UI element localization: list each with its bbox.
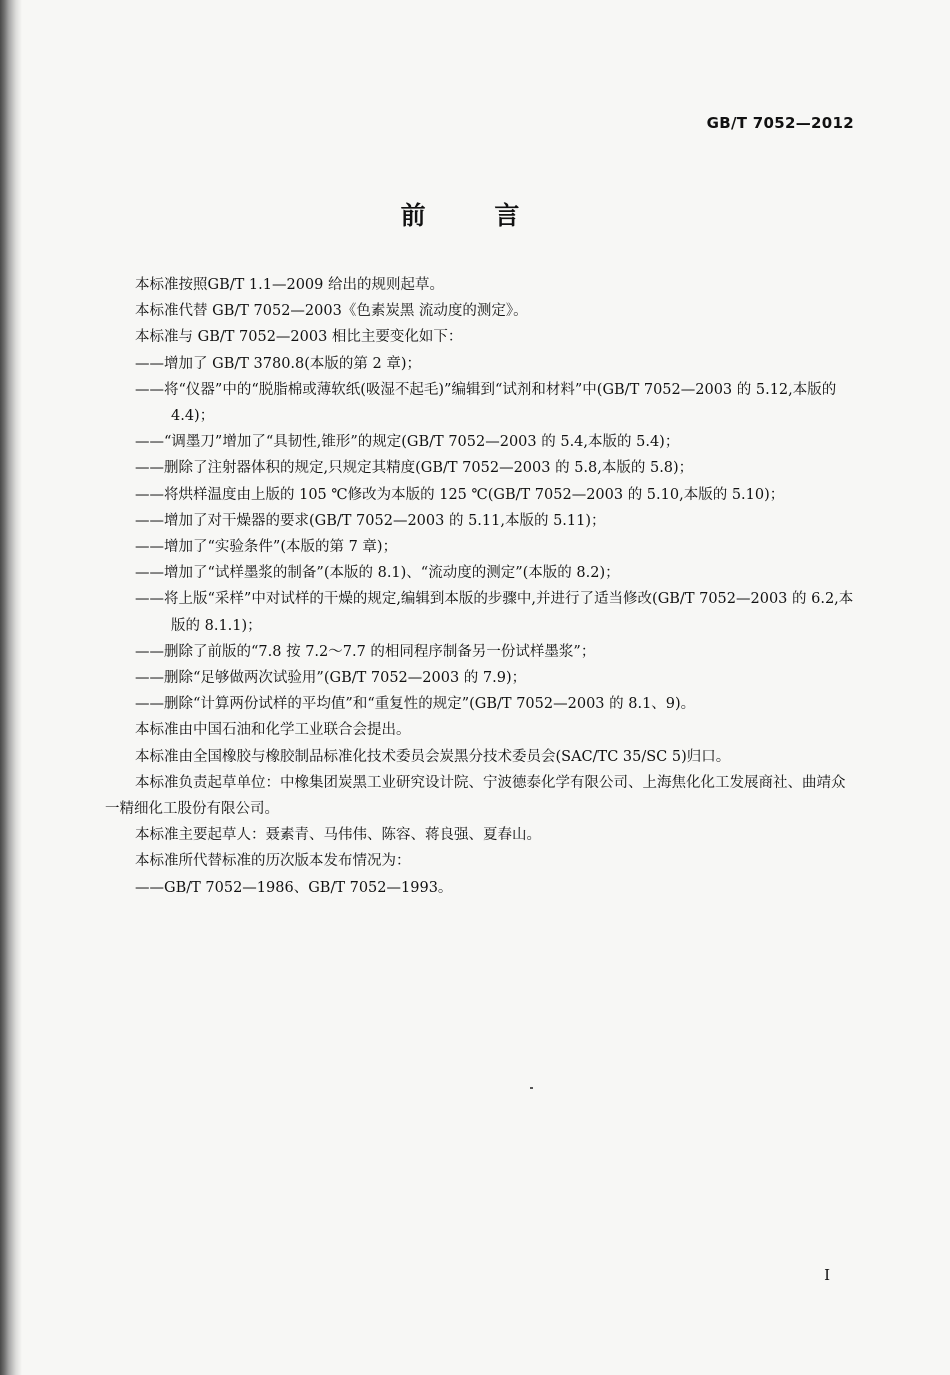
change-list-item: ——删除“足够做两次试验用”(GB/T 7052—2003 的 7.9)； <box>135 670 527 687</box>
body-paragraph: 本标准按照GB/T 1.1—2009 给出的规则起草。 <box>135 277 444 293</box>
page-number: I <box>824 1266 830 1284</box>
change-list-item: ——增加了“实验条件”(本版的第 7 章)； <box>135 539 398 556</box>
body-paragraph: 本标准负责起草单位：中橡集团炭黑工业研究设计院、宁波德泰化学有限公司、上海焦化化工发展商社、曲靖众一精细化工股份有限公司。 <box>105 774 846 818</box>
body-paragraph: 本标准与 GB/T 7052—2003 相比主要变化如下： <box>135 329 463 346</box>
change-list-item: ——增加了对干燥器的要求(GB/T 7052—2003 的 5.11,本版的 5.11)； <box>135 512 606 529</box>
change-list-item: ——将“仪器”中的“脱脂棉或薄软纸(吸湿不起毛)”编辑到“试剂和材料”中(GB/T 7052—2003 的 5.12,本版的 4.4)； <box>135 381 837 425</box>
body-paragraph: 本标准由中国石油和化学工业联合会提出。 <box>135 722 411 739</box>
change-list-item: ——删除了前版的“7.8 按 7.2～7.7 的相同程序制备另一份试样墨浆”； <box>135 643 596 660</box>
change-list-item: ——增加了 GB/T 3780.8(本版的第 2 章)； <box>135 355 422 372</box>
change-list-item: ——GB/T 7052—1986、GB/T 7052—1993。 <box>135 879 453 896</box>
body-paragraph: 本标准主要起草人：聂素青、马伟伟、陈容、蒋良强、夏春山。 <box>135 827 541 844</box>
change-list-item: ——“调墨刀”增加了“具韧性,锥形”的规定(GB/T 7052—2003 的 5.4,本版的 5.4)； <box>135 434 680 451</box>
page-title: 前 言 <box>400 201 550 230</box>
change-list-item: ——将上版“采样”中对试样的干燥的规定,编辑到本版的步骤中,并进行了适当修改(GB/T 7052—2003 的 6.2,本版的 8.1.1)； <box>135 591 854 634</box>
body-paragraph: 本标准代替 GB/T 7052—2003《色素炭黑 流动度的测定》。 <box>135 303 528 320</box>
body-paragraph: 本标准所代替标准的历次版本发布情况为： <box>135 853 411 870</box>
foreword-body <box>105 272 857 901</box>
change-list-item: ——删除了注射器体积的规定,只规定其精度(GB/T 7052—2003 的 5.8,本版的 5.8)； <box>135 460 694 477</box>
standard-number: GB/T 7052—2012 <box>706 114 854 132</box>
change-list-item: ——增加了“试样墨浆的制备”(本版的 8.1)、“流动度的测定”(本版的 8.2)； <box>135 565 620 582</box>
scan-speck <box>530 1087 533 1089</box>
change-list-item: ——删除“计算两份试样的平均值”和“重复性的规定”(GB/T 7052—2003 的 8.1、9)。 <box>135 696 696 713</box>
body-paragraph: 本标准由全国橡胶与橡胶制品标准化技术委员会炭黑分技术委员会(SAC/TC 35/SC 5)归口。 <box>135 748 731 765</box>
change-list-item: ——将烘样温度由上版的 105 ℃修改为本版的 125 ℃(GB/T 7052—2003 的 5.10,本版的 5.10)； <box>135 486 785 503</box>
